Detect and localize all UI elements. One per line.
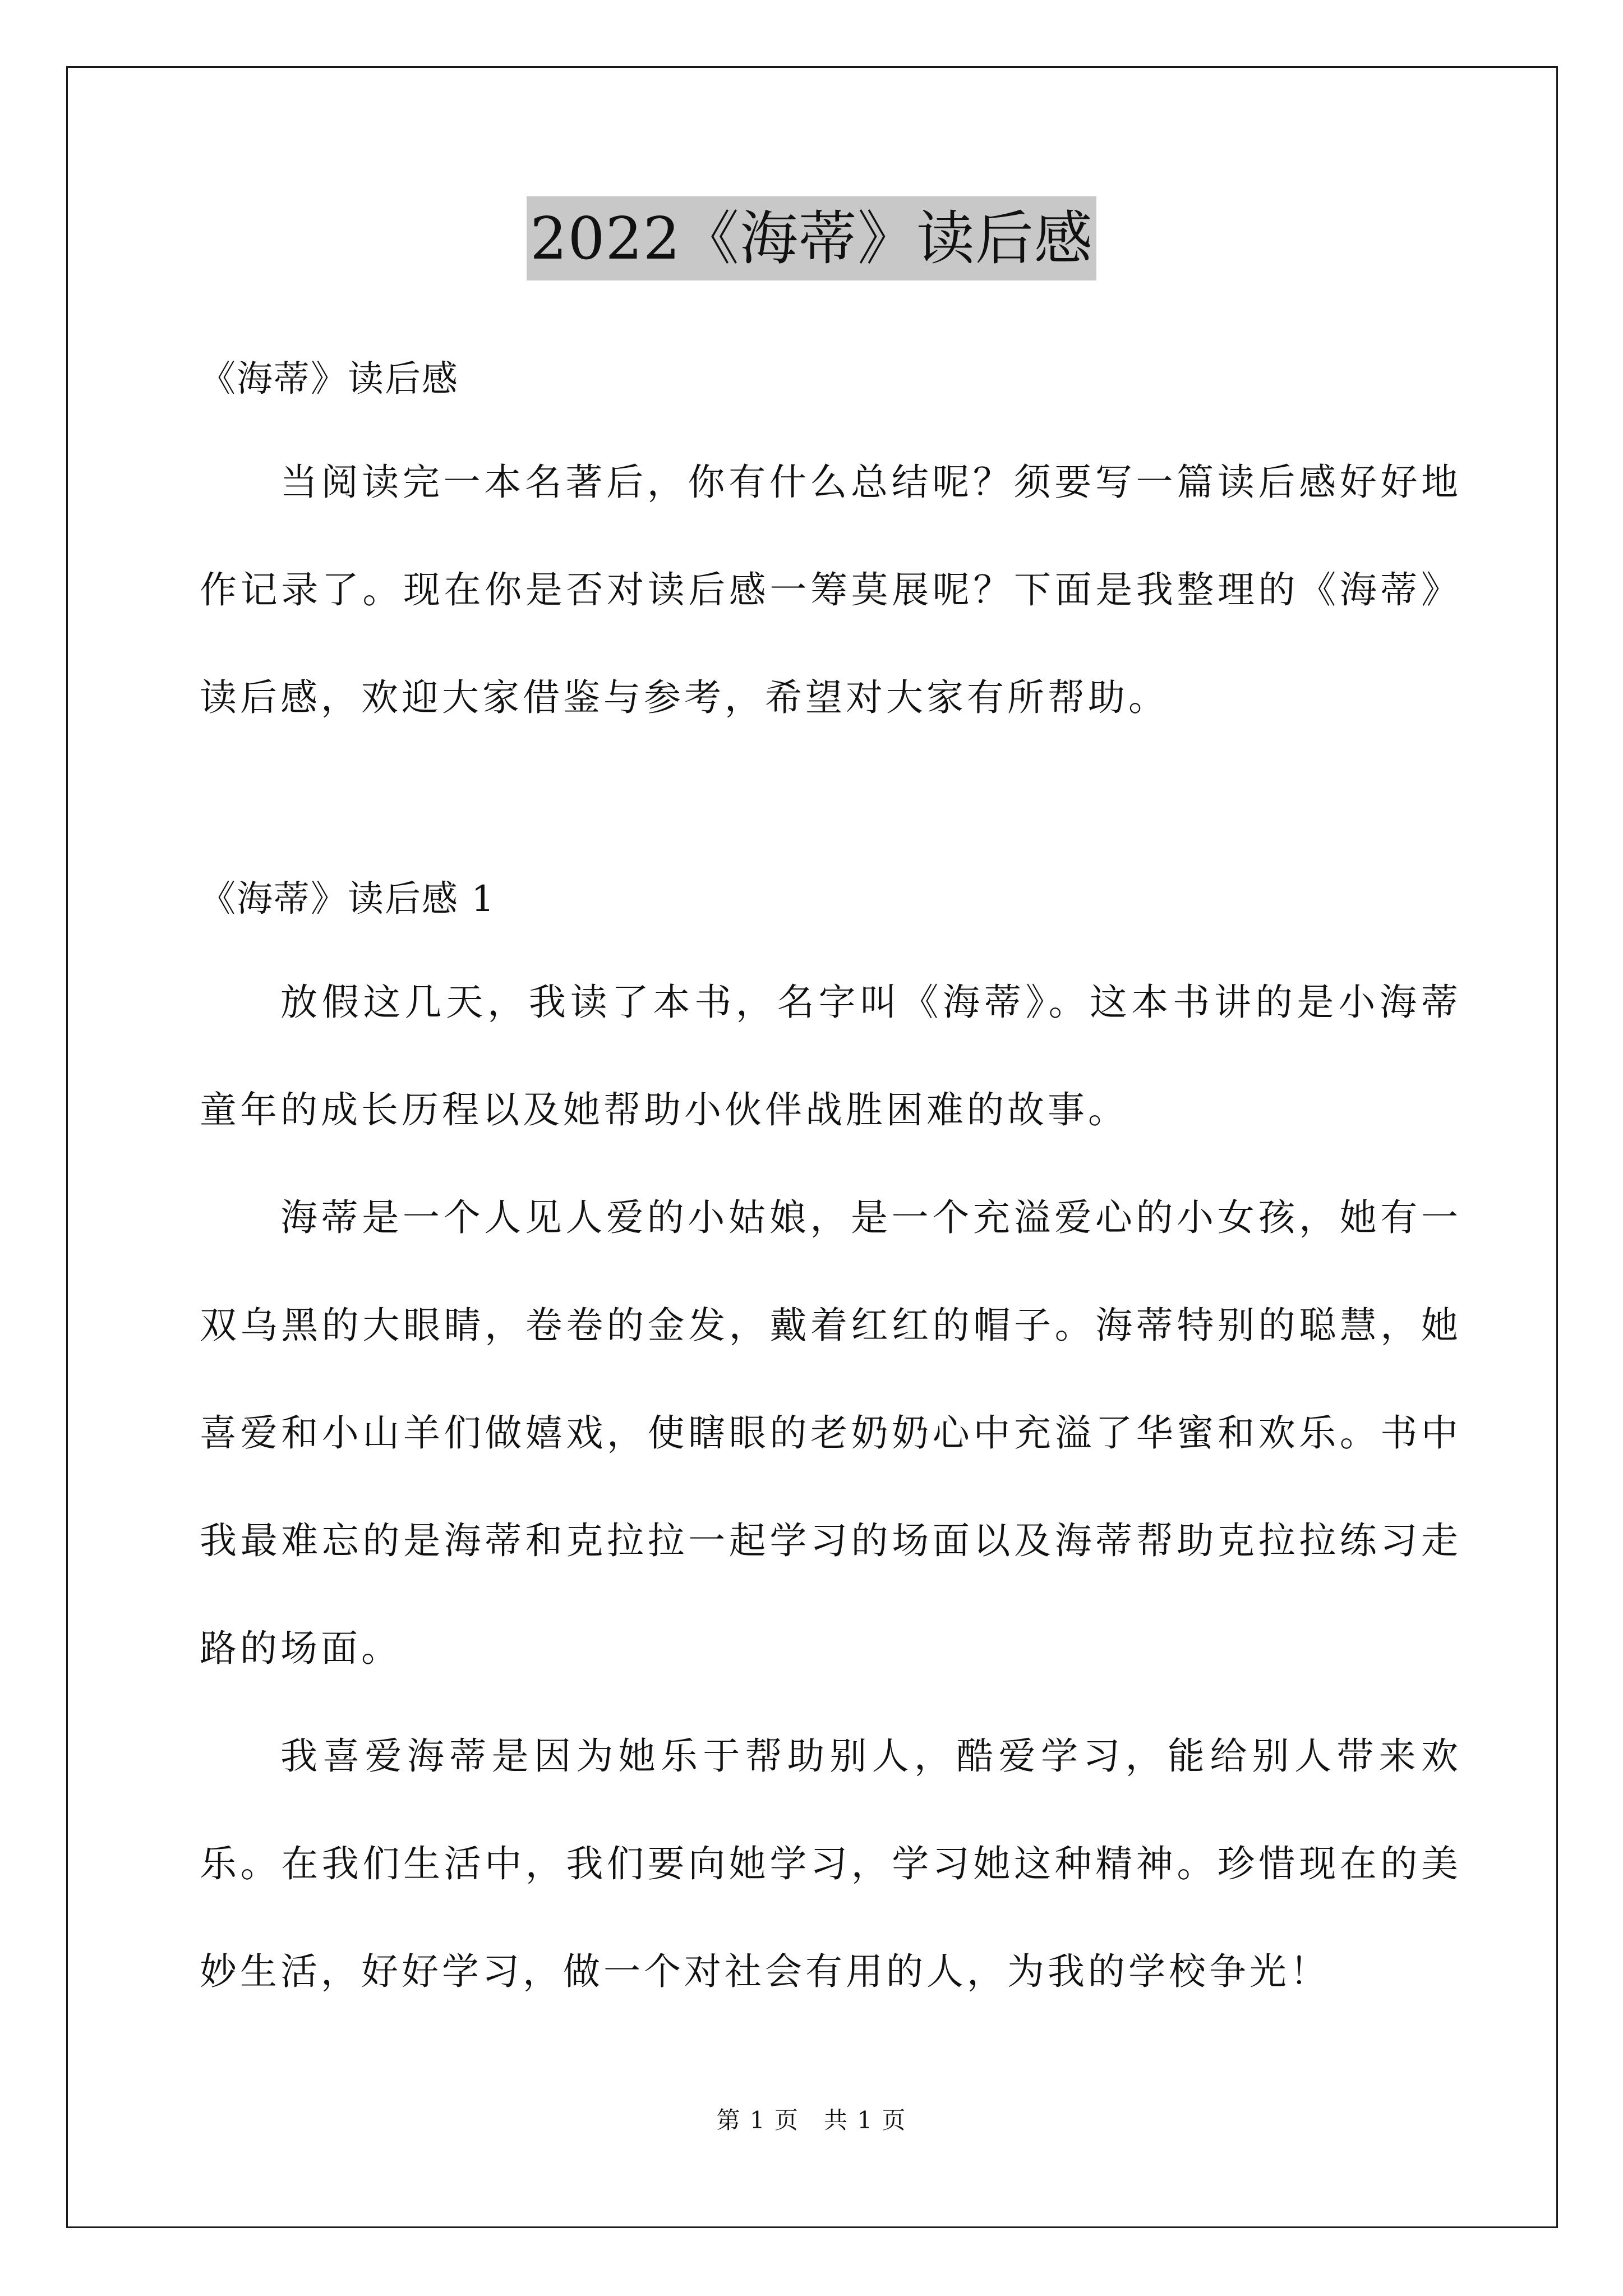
intro-paragraph: 当阅读完一本名著后，你有什么总结呢？须要写一篇读后感好好地作记录了。现在你是否对读后感一筹莫展呢？下面是我整理的《海蒂》读后感，欢迎大家借鉴与参考，希望对大家有所帮助。 — [200, 461, 1461, 719]
page-footer: 第 1 页 共 1 页 — [716, 2106, 907, 2134]
body-paragraph-1: 放假这几天，我读了本书，名字叫《海蒂》。这本书讲的是小海蒂童年的成长历程以及她帮助小伙伴战胜困难的故事。 — [200, 981, 1461, 1131]
intro-heading: 《海蒂》读后感 — [200, 358, 459, 400]
document-title: 2022《海蒂》读后感 — [527, 196, 1096, 280]
body-paragraph-2: 海蒂是一个人见人爱的小姑娘，是一个充溢爱心的小女孩，她有一双乌黑的大眼睛，卷卷的金发，戴着红红的帽子。海蒂特别的聪慧，她喜爱和小山羊们做嬉戏，使瞎眼的老奶奶心中充溢了华蜜和欢乐。书中我最难忘的是海蒂和克拉拉一起学习的场面以及海蒂帮助克拉拉练习走路的场面。 — [200, 1196, 1461, 1670]
title-container — [0, 196, 1623, 280]
section-heading: 《海蒂》读后感 1 — [200, 878, 496, 920]
body-paragraph-3: 我喜爱海蒂是因为她乐于帮助别人，酷爱学习，能给别人带来欢乐。在我们生活中，我们要向她学习，学习她这种精神。珍惜现在的美妙生活，好好学习，做一个对社会有用的人，为我的学校争光！ — [200, 1734, 1461, 1993]
document-body — [200, 309, 1461, 2026]
